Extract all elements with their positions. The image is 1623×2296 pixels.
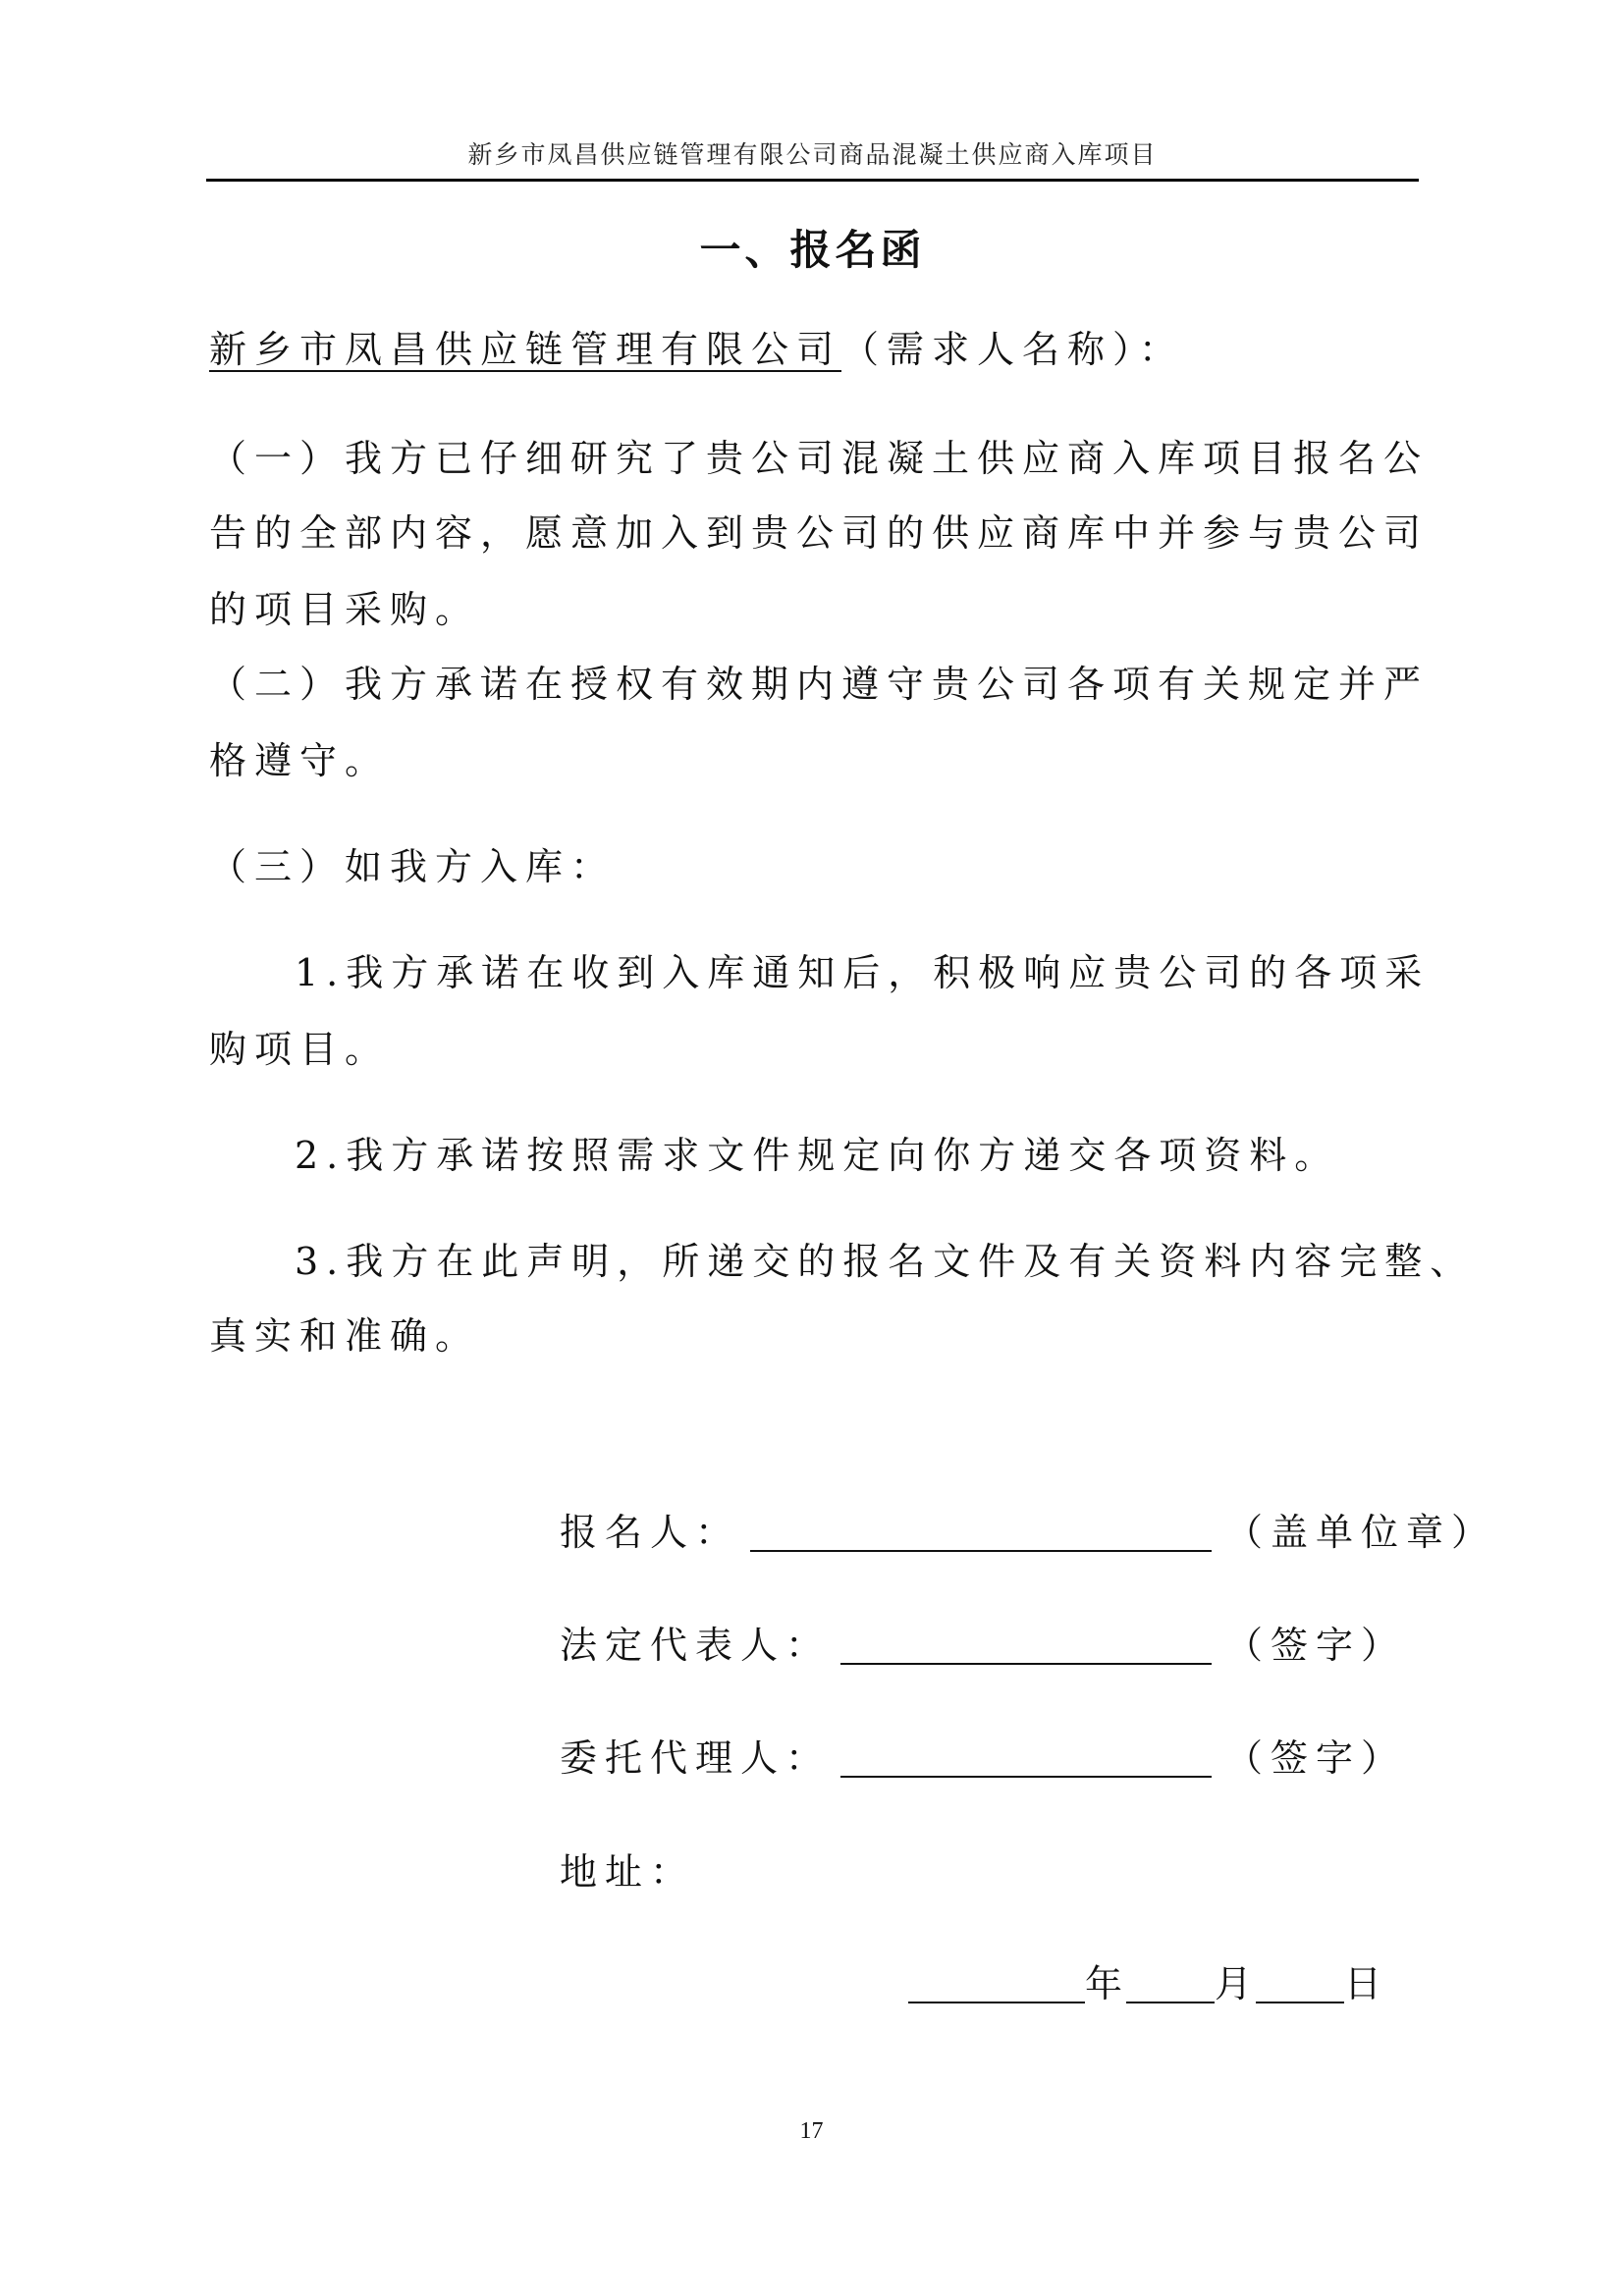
agent-row <box>560 1728 1406 1782</box>
address-row <box>560 1842 695 1896</box>
paragraph-line: 格遵守。 <box>209 739 391 782</box>
numbered-item: 1.我方承诺在收到入库通知后，积极响应贵公司的各项采 <box>295 951 1431 994</box>
numbered-item: 2.我方承诺按照需求文件规定向你方递交各项资料。 <box>295 1134 1340 1177</box>
recipient-name: 新乡市凤昌供应链管理有限公司 <box>209 328 842 371</box>
paragraph-line: （三）如我方入库： <box>209 845 617 888</box>
header-divider <box>206 179 1419 182</box>
recipient-suffix: （需求人名称）： <box>841 328 1185 371</box>
applicant-row <box>560 1502 1496 1556</box>
paragraph-line: （二）我方承诺在授权有效期内遵守贵公司各项有关规定并严 <box>209 663 1430 706</box>
applicant-label: 报名人： <box>560 1511 741 1554</box>
year-field[interactable] <box>908 1958 1085 2003</box>
paragraph-line: 告的全部内容，愿意加入到贵公司的供应商库中并参与贵公司 <box>209 511 1430 555</box>
legal-rep-label: 法定代表人： <box>560 1624 832 1667</box>
page-header: 新乡市凤昌供应链管理有限公司商品混凝土供应商入库项目 <box>467 140 1158 169</box>
paragraph-line: 的项目采购。 <box>209 588 481 631</box>
legal-rep-note: （签字） <box>1225 1624 1407 1667</box>
paragraph-line: （一）我方已仔细研究了贵公司混凝土供应商入库项目报名公 <box>209 437 1430 480</box>
agent-label: 委托代理人： <box>560 1736 832 1780</box>
agent-field[interactable] <box>840 1733 1212 1778</box>
address-label: 地址： <box>560 1850 696 1894</box>
year-label: 年 <box>1085 1962 1127 2005</box>
day-label: 日 <box>1344 1962 1386 2005</box>
page-number: 17 <box>799 2118 824 2144</box>
agent-note: （签字） <box>1225 1736 1407 1780</box>
numbered-item: 3.我方在此声明，所递交的报名文件及有关资料内容完整、 <box>295 1240 1476 1283</box>
month-field[interactable] <box>1126 1958 1215 2003</box>
paragraph-line: 购项目。 <box>209 1028 391 1071</box>
applicant-field[interactable] <box>750 1507 1212 1552</box>
day-field[interactable] <box>1256 1958 1344 2003</box>
applicant-note: （盖单位章） <box>1225 1511 1497 1554</box>
document-title: 一、报名函 <box>699 226 926 274</box>
recipient-line <box>209 319 1184 373</box>
legal-rep-row <box>560 1615 1406 1669</box>
date-row <box>908 1953 1385 2007</box>
legal-rep-field[interactable] <box>840 1620 1212 1665</box>
month-label: 月 <box>1215 1962 1257 2005</box>
paragraph-line: 真实和准确。 <box>209 1314 481 1358</box>
